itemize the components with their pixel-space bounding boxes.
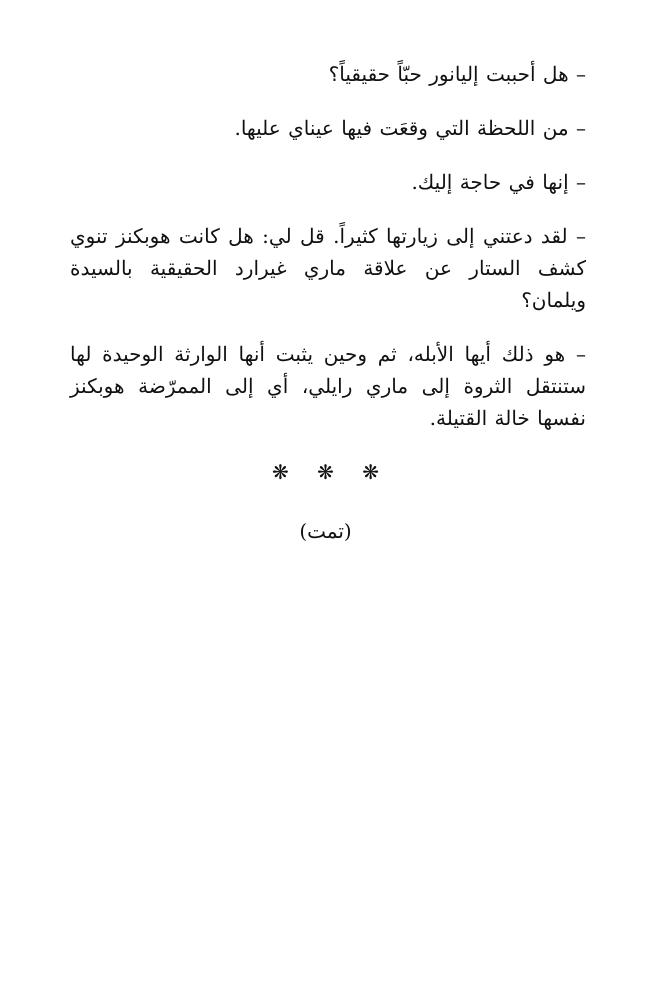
dialogue-line-3: – إنها في حاجة إليك. [411, 170, 586, 194]
separator-ornament-icon: ❋ [362, 460, 379, 484]
dialogue-line-2: – من اللحظة التي وقعَت فيها عيناي عليها. [234, 116, 586, 140]
dialogue-line-1: – هل أحببت إليانور حبّاً حقيقياً؟ [328, 62, 586, 86]
separator-ornament-icon: ❋ [271, 460, 289, 484]
dialogue-line-4: – لقد دعتني إلى زيارتها كثيراً. قل لي: هل كانت هوبكنز تنوي كشف الستار عن علاقة ماري غيرارد الحقيقية بالسيدة ويلمان؟ [70, 224, 586, 312]
ending-label: (تمت) [299, 519, 352, 543]
section-separator [0, 456, 651, 488]
separator-ornament-icon: ❋ [317, 460, 334, 484]
dialogue-line-5: – هو ذلك أيها الأبله، ثم وحين يثبت أنها الوارثة الوحيدة لها ستنتقل الثروة إلى ماري رايلي، أي إلى الممرّضة هوبكنز نفسها خالة القتيلة. [70, 342, 586, 430]
dialogue-text-block [70, 58, 586, 456]
